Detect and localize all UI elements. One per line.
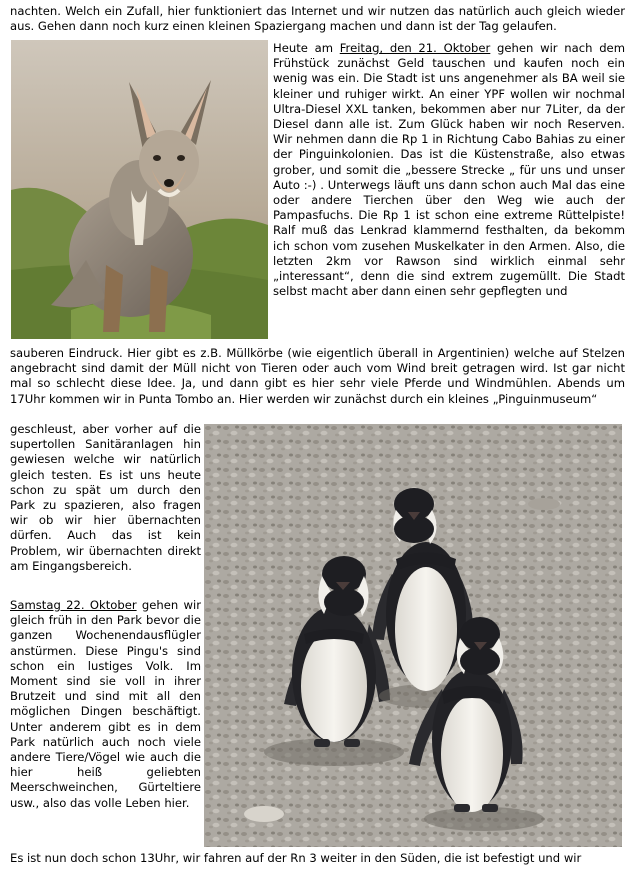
- closing-paragraph: Es ist nun doch schon 13Uhr, wir fahren auf der Rn 3 weiter in den Süden, die ist befestigt und wir: [10, 851, 582, 865]
- friday-date: Freitag, den 21. Oktober: [339, 41, 491, 55]
- saturday-date: Samstag 22. Oktober: [10, 598, 137, 612]
- intro-paragraph: nachten. Welch ein Zufall, hier funktioniert das Internet und wir nutzen das natürlich auch gleich wieder aus. Gehen dann noch kurz einen kleinen Spaziergang machen und dann ist der Tag gelaufen.: [10, 4, 625, 34]
- fox-photo: [11, 40, 268, 339]
- friday-paragraph: [273, 41, 625, 299]
- penguins-photo: [204, 424, 622, 847]
- saturday-text: gehen wir gleich früh in den Park bevor die ganzen Wochenendausflügler anstürmen. Diese Pingu's sind schon ein lustiges Volk. Im Moment sind sie voll in ihrer Brutzeit und sind mit all den möglichen Dingen beschäftigt. Unter anderem gibt es in dem Park natürlich auch noch viele andere Tiere/Vögel wie auch die hier heiß geliebten Meerschweinchen, Gürteltiere usw., also das volle Leben hier.: [10, 598, 201, 810]
- saturday-paragraph: [10, 598, 201, 811]
- friday-text: gehen wir nach dem Frühstück zunächst Geld tauschen und kaufen noch ein wenig was ein. Die Stadt ist uns angenehmer als BA weil sie kleiner und ruhiger wirkt. An einer YPF wollen wir nochmal Ultra-Diesel XXL tanken, bekommen aber nur 7Liter, da der Diesel dann alle ist. Zum Glück haben wir noch Reserven. Wir nehmen dann die Rp 1 in Richtung Cabo Bahias zu einer der Pinguinkolonien. Das ist die Küstenstraße, also etwas grober, und somit die „bessere Strecke „ für uns und unser Auto :-) . Unterwegs läuft uns dann schon auch Mal das eine oder andere Tierchen über den Weg wie auch der Pampasfuchs. Die Rp 1 ist schon eine extreme Rüttelpiste! Ralf muß das Lenkrad klammernd festhalten, da bekomm ich schon vom zusehen Muskelkater in den Armen. Also, die letzten 2km vor Rawson sind wirklich einmal sehr „interessant“, denn die sind extrem zugemüllt. Die Stadt selbst macht aber dann einen sehr gepflegten und: [273, 41, 625, 299]
- middle-paragraph: sauberen Eindruck. Hier gibt es z.B. Müllkörbe (wie eigentlich überall in Argentinien) welche auf Stelzen angebracht sind damit der Müll nicht von Tieren oder auch vom Wind breit getragen wird. Ist gar nicht mal so schlecht diese Idee. Ja, und dann gibt es hier sehr viele Pferde und Windmühlen. Abends um 17Uhr kommen wir in Punta Tombo an. Hier werden wir zunächst durch ein kleines „Pinguinmuseum“: [10, 346, 625, 406]
- friday-lead: Heute am: [273, 41, 340, 55]
- left-column-paragraph: geschleust, aber vorher auf die supertollen Sanitäranlagen hin gewiesen welche wir natürlich gleich testen. Es ist uns heute schon zu spät um durch den Park zu spazieren, also fragen wir ob wir hier übernachten dürfen. Auch das ist kein Problem, wir übernachten direkt am Eingangsbereich.: [10, 422, 201, 573]
